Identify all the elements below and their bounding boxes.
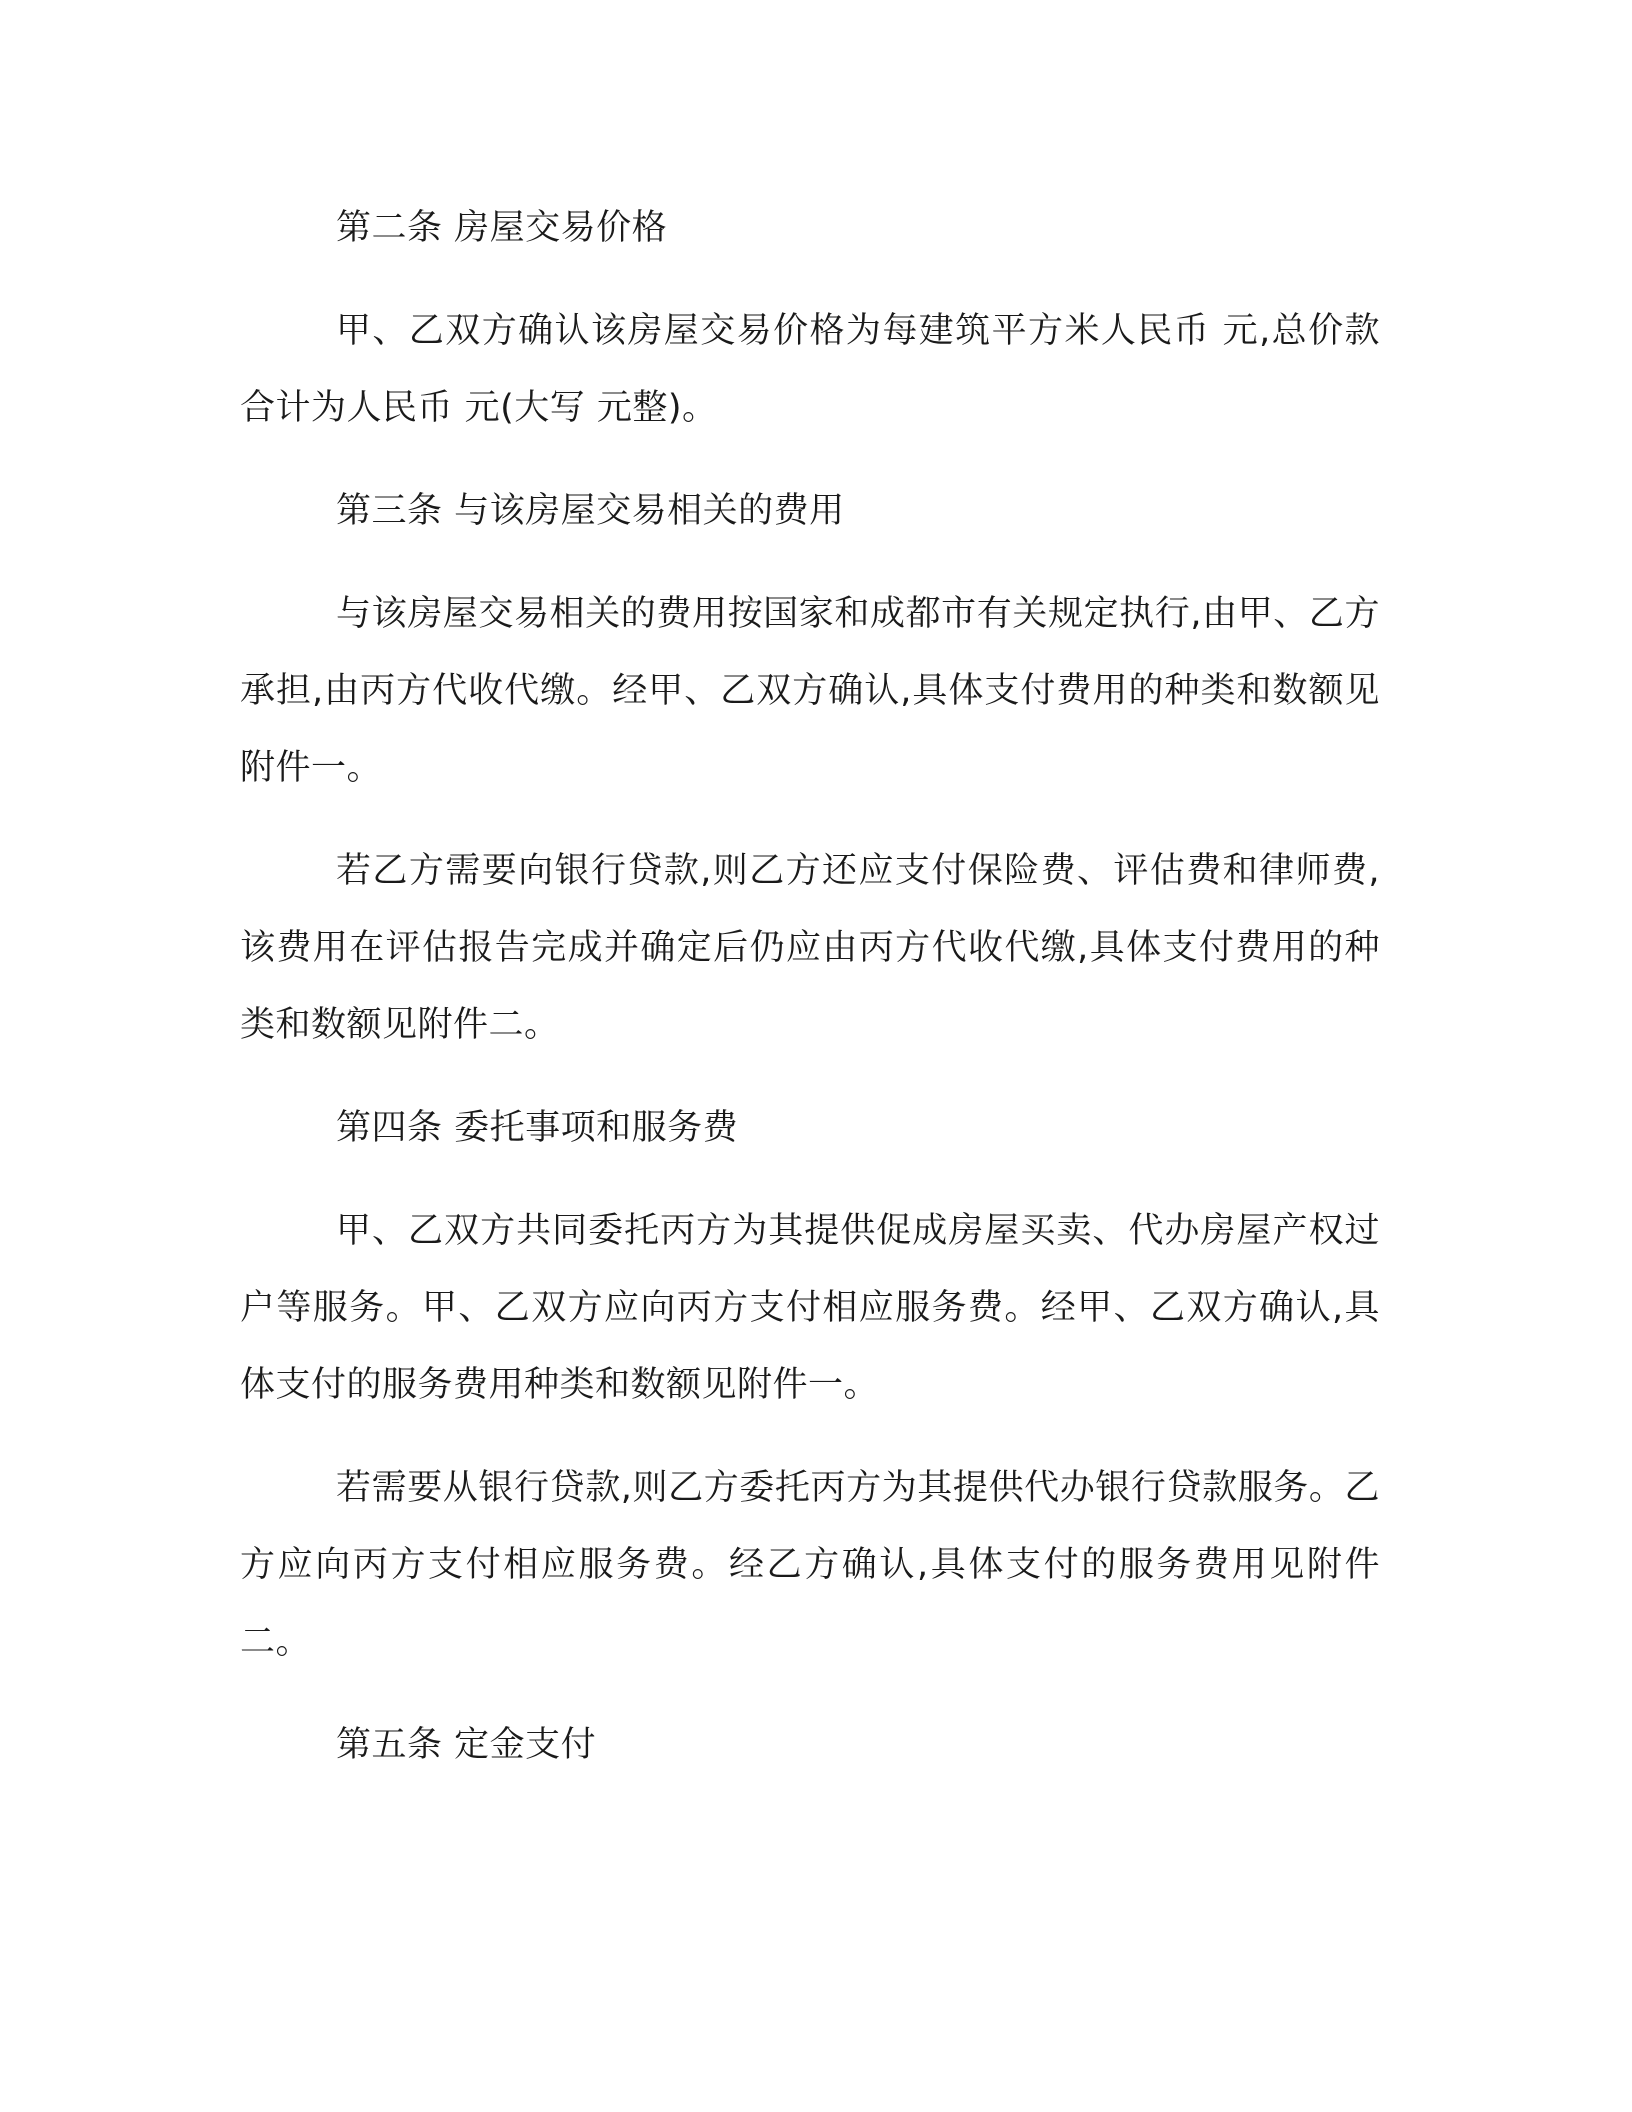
article-2-paragraph-1: 甲、乙双方确认该房屋交易价格为每建筑平方米人民币 元,总价款合计为人民币 元(大写 元整)。 bbox=[240, 311, 1380, 428]
article-4-paragraph-1: 甲、乙双方共同委托丙方为其提供促成房屋买卖、代办房屋产权过户等服务。甲、乙双方应向丙方支付相应服务费。经甲、乙双方确认,具体支付的服务费用种类和数额见附件一。 bbox=[240, 1211, 1380, 1405]
article-5-heading: 第五条 定金支付 bbox=[336, 1725, 597, 1765]
article-4-heading: 第四条 委托事项和服务费 bbox=[336, 1108, 739, 1148]
article-3-paragraph-2: 若乙方需要向银行贷款,则乙方还应支付保险费、评估费和律师费,该费用在评估报告完成并确定后仍应由丙方代收代缴,具体支付费用的种类和数额见附件二。 bbox=[240, 851, 1380, 1045]
article-2-heading: 第二条 房屋交易价格 bbox=[336, 208, 668, 248]
article-4-paragraph-2: 若需要从银行贷款,则乙方委托丙方为其提供代办银行贷款服务。乙方应向丙方支付相应服务费。经乙方确认,具体支付的服务费用见附件二。 bbox=[240, 1468, 1380, 1662]
article-3-heading: 第三条 与该房屋交易相关的费用 bbox=[336, 491, 845, 531]
article-3-paragraph-1: 与该房屋交易相关的费用按国家和成都市有关规定执行,由甲、乙方承担,由丙方代收代缴。经甲、乙双方确认,具体支付费用的种类和数额见附件一。 bbox=[240, 594, 1380, 788]
document-body bbox=[240, 190, 1380, 1784]
